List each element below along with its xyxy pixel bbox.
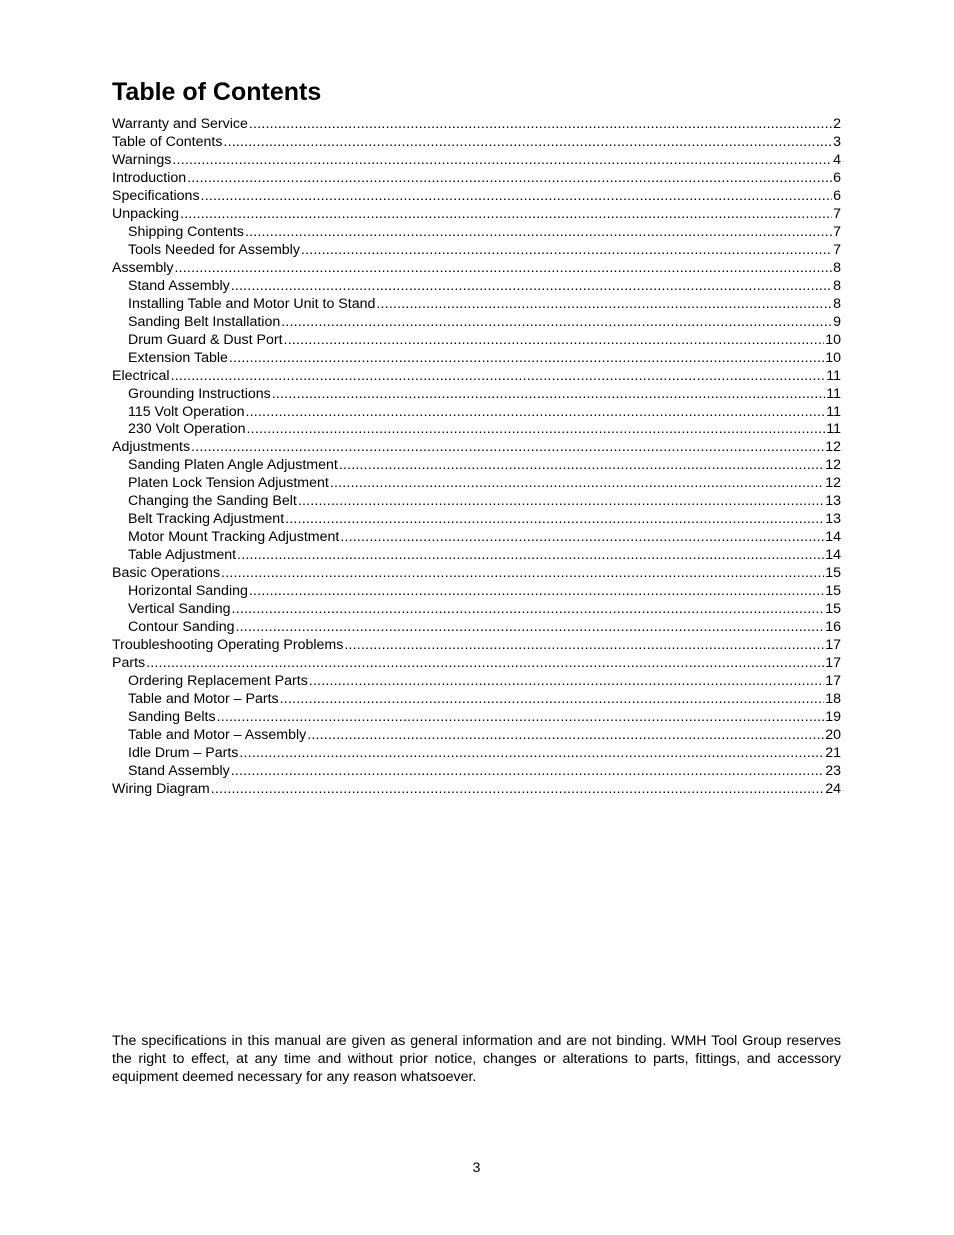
toc-dot-leader (223, 134, 832, 152)
toc-entry-page: 6 (833, 187, 841, 204)
toc-entry[interactable] (112, 206, 841, 224)
toc-entry[interactable] (112, 781, 841, 799)
toc-entry-page: 7 (833, 241, 841, 258)
toc-dot-leader (247, 421, 826, 439)
toc-entry-page: 13 (825, 493, 841, 510)
toc-entry[interactable] (112, 529, 841, 547)
toc-entry-page: 17 (825, 637, 841, 654)
page-number: 3 (472, 1160, 481, 1176)
toc-entry-page: 11 (826, 385, 841, 402)
toc-entry-page: 20 (825, 726, 841, 743)
toc-entry-label: Grounding Instructions (128, 385, 271, 402)
toc-entry-page: 14 (825, 547, 841, 564)
toc-entry-label: Table of Contents (112, 133, 223, 150)
toc-entry-label: Sanding Platen Angle Adjustment (128, 457, 338, 474)
toc-entry[interactable] (112, 368, 841, 386)
toc-entry-label: Extension Table (128, 349, 228, 366)
toc-dot-leader (298, 493, 824, 511)
toc-dot-leader (231, 278, 832, 296)
toc-dot-leader (217, 709, 825, 727)
toc-entry-label: Introduction (112, 169, 187, 186)
toc-entry-page: 14 (825, 529, 841, 546)
toc-dot-leader (285, 511, 824, 529)
toc-entry-label: 230 Volt Operation (128, 421, 246, 438)
toc-entry-page: 11 (826, 367, 841, 384)
toc-entry-label: Contour Sanding (128, 619, 235, 636)
toc-entry-label: Horizontal Sanding (128, 583, 248, 600)
toc-entry[interactable] (112, 727, 841, 745)
toc-entry[interactable] (112, 511, 841, 529)
toc-entry[interactable] (112, 493, 841, 511)
toc-entry[interactable] (112, 404, 841, 422)
toc-entry-label: Motor Mount Tracking Adjustment (128, 529, 340, 546)
toc-entry-page: 7 (833, 223, 841, 240)
toc-dot-leader (229, 350, 824, 368)
toc-entry-label: Installing Table and Motor Unit to Stand (128, 295, 376, 312)
toc-entry[interactable] (112, 386, 841, 404)
toc-entry-page: 6 (833, 169, 841, 186)
toc-entry-label: Unpacking (112, 205, 180, 222)
toc-entry[interactable] (112, 475, 841, 493)
toc-dot-leader (280, 691, 825, 709)
toc-entry[interactable] (112, 691, 841, 709)
toc-entry-label: Wiring Diagram (112, 780, 210, 797)
toc-dot-leader (284, 332, 825, 350)
toc-entry-page: 3 (833, 133, 841, 150)
toc-entry-page: 18 (825, 691, 841, 707)
toc-dot-leader (340, 529, 824, 547)
toc-dot-leader (272, 386, 826, 404)
disclaimer-paragraph: The specifications in this manual are given as general information and are not binding. WMH Tool Group reserves the right to effect, at any time and without prior notice, changes or alterations to parts, fittings, and accessory equipment deemed necessary for any reason whatsoever. (112, 1033, 841, 1085)
toc-dot-leader (245, 404, 825, 422)
toc-entry[interactable] (112, 116, 841, 134)
toc-dot-leader (301, 242, 832, 260)
toc-entry-page: 21 (825, 744, 841, 761)
toc-entry-page: 9 (833, 313, 841, 330)
toc-dot-leader (344, 637, 824, 655)
toc-entry-label: Changing the Sanding Belt (128, 493, 297, 510)
toc-entry-label: Stand Assembly (128, 277, 230, 294)
toc-entry[interactable] (112, 224, 841, 242)
toc-entry[interactable] (112, 601, 841, 619)
toc-entry-page: 16 (825, 619, 841, 636)
toc-dot-leader (330, 475, 824, 493)
toc-entry[interactable] (112, 296, 841, 314)
toc-list (112, 116, 841, 799)
toc-dot-leader (245, 224, 832, 242)
toc-entry-page: 13 (825, 511, 841, 528)
toc-dot-leader (232, 601, 825, 619)
toc-entry[interactable] (112, 152, 841, 170)
toc-entry-page: 12 (825, 457, 841, 474)
toc-dot-leader (237, 547, 824, 565)
toc-entry[interactable] (112, 709, 841, 727)
toc-entry-page: 8 (833, 295, 841, 312)
toc-entry[interactable] (112, 350, 841, 368)
toc-entry-page: 19 (825, 708, 841, 725)
toc-entry-page: 17 (825, 673, 841, 690)
toc-entry-label: 115 Volt Operation (128, 403, 245, 420)
toc-entry-page: 11 (826, 403, 841, 420)
toc-entry-label: Electrical (112, 367, 170, 384)
toc-entry[interactable] (112, 547, 841, 565)
toc-entry-label: Drum Guard & Dust Port (128, 331, 283, 348)
toc-entry-label: Stand Assembly (128, 762, 230, 779)
toc-entry[interactable] (112, 457, 841, 475)
toc-entry-label: Assembly (112, 259, 174, 276)
toc-entry[interactable] (112, 188, 841, 206)
toc-entry-page: 11 (826, 421, 841, 438)
toc-entry-label: Belt Tracking Adjustment (128, 511, 285, 528)
toc-entry-label: Specifications (112, 187, 200, 204)
toc-entry-page: 17 (825, 655, 841, 672)
toc-entry-label: Ordering Replacement Parts (128, 673, 308, 690)
toc-entry-label: Shipping Contents (128, 223, 244, 240)
toc-dot-leader (175, 260, 833, 278)
toc-entry[interactable] (112, 170, 841, 188)
toc-entry-page: 2 (833, 116, 841, 132)
toc-entry[interactable] (112, 583, 841, 601)
toc-dot-leader (201, 188, 833, 206)
toc-entry-page: 15 (825, 565, 841, 582)
toc-entry-label: Adjustments (112, 439, 191, 456)
toc-entry[interactable] (112, 260, 841, 278)
toc-entry-label: Basic Operations (112, 565, 221, 582)
toc-entry-label: Warnings (112, 151, 172, 168)
toc-entry-label: Vertical Sanding (128, 601, 231, 618)
toc-dot-leader (172, 152, 832, 170)
toc-entry-label: Table Adjustment (128, 547, 237, 564)
toc-entry-page: 23 (825, 762, 841, 779)
toc-entry-label: Sanding Belt Installation (128, 313, 281, 330)
toc-entry[interactable] (112, 619, 841, 637)
toc-entry[interactable] (112, 134, 841, 152)
toc-entry-page: 7 (833, 205, 841, 222)
toc-dot-leader (249, 583, 824, 601)
toc-entry[interactable] (112, 565, 841, 583)
toc-entry-page: 15 (825, 601, 841, 618)
toc-entry-label: Platen Lock Tension Adjustment (128, 475, 329, 492)
toc-entry-label: Troubleshooting Operating Problems (112, 637, 344, 654)
toc-entry[interactable] (112, 421, 841, 439)
toc-entry-page: 12 (825, 439, 841, 456)
toc-dot-leader (221, 565, 824, 583)
toc-entry-page: 8 (833, 259, 841, 276)
toc-entry-label: Parts (112, 655, 146, 672)
toc-dot-leader (239, 745, 824, 763)
toc-dot-leader (187, 170, 832, 188)
toc-dot-leader (307, 727, 824, 745)
toc-entry-page: 4 (833, 151, 841, 168)
toc-dot-leader (191, 439, 824, 457)
toc-entry[interactable] (112, 439, 841, 457)
toc-entry[interactable] (112, 278, 841, 296)
toc-entry-label: Table and Motor – Assembly (128, 726, 307, 743)
toc-entry[interactable] (112, 673, 841, 691)
toc-dot-leader (376, 296, 832, 314)
document-page (112, 0, 841, 1235)
toc-entry-label: Idle Drum – Parts (128, 744, 239, 761)
toc-dot-leader (211, 781, 824, 799)
toc-dot-leader (281, 314, 832, 332)
toc-entry-page: 15 (825, 583, 841, 600)
toc-entry-page: 24 (825, 780, 841, 797)
toc-entry[interactable] (112, 745, 841, 763)
page-title: Table of Contents (112, 78, 322, 106)
toc-dot-leader (249, 116, 832, 134)
toc-entry-label: Tools Needed for Assembly (128, 241, 300, 258)
toc-dot-leader (309, 673, 824, 691)
toc-entry[interactable] (112, 655, 841, 673)
toc-entry-page: 10 (825, 349, 841, 366)
toc-entry[interactable] (112, 314, 841, 332)
toc-entry-page: 12 (825, 475, 841, 492)
toc-dot-leader (231, 763, 824, 781)
toc-entry[interactable] (112, 242, 841, 260)
toc-entry-label: Sanding Belts (128, 708, 216, 725)
toc-dot-leader (146, 655, 824, 673)
toc-entry-label: Warranty and Service (112, 116, 248, 132)
toc-entry-page: 10 (825, 331, 841, 348)
toc-entry[interactable] (112, 763, 841, 781)
toc-dot-leader (180, 206, 832, 224)
toc-entry[interactable] (112, 637, 841, 655)
toc-dot-leader (171, 368, 826, 386)
toc-dot-leader (235, 619, 824, 637)
toc-dot-leader (339, 457, 824, 475)
toc-entry[interactable] (112, 332, 841, 350)
toc-entry-page: 8 (833, 277, 841, 294)
toc-entry-label: Table and Motor – Parts (128, 691, 279, 707)
